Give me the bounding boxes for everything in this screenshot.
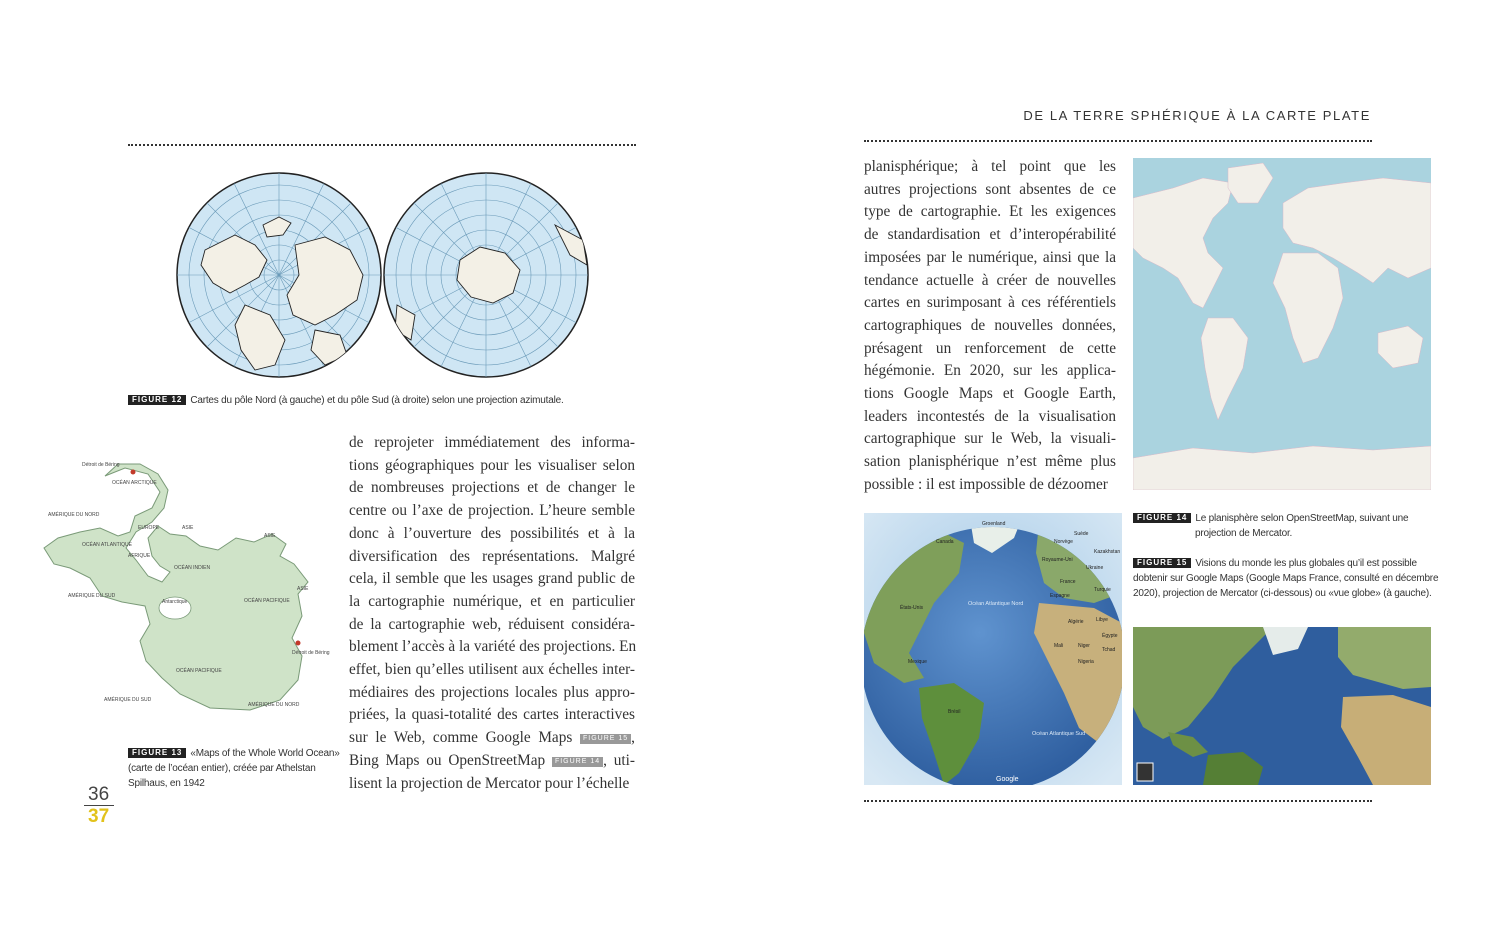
text-line: hégémonie. En 2020, sur les applica- <box>864 362 1116 380</box>
figure-13-caption-line-1: «Maps of the Whole World Ocean» <box>190 748 340 759</box>
label-bering-bottom: Détroit de Béring <box>292 650 330 656</box>
globe-label-turquie: Turquie <box>1094 587 1111 593</box>
label-amerique-sud-1: AMÉRIQUE DU SUD <box>68 593 116 599</box>
text-line: cela, il semble que les usages grand public de <box>349 570 635 588</box>
globe-label-nigeria: Nigeria <box>1078 659 1094 665</box>
osm-antarctica <box>1133 446 1431 490</box>
globe-label-canada: Canada <box>936 539 954 545</box>
label-ocean-arctique: OCÉAN ARCTIQUE <box>112 480 157 486</box>
label-asie-1: ASIE <box>182 525 194 531</box>
text-line: présagent un renforcement de cette <box>864 339 1116 357</box>
figure-15-caption <box>1133 556 1439 601</box>
figure-12-polar-maps <box>175 165 595 385</box>
figure-13-caption <box>128 746 340 791</box>
text-line: de la cartographie web, réduisent considéra- <box>349 615 635 633</box>
globe-label-egypte: Égypte <box>1102 633 1118 639</box>
text-line: leaders incontestés de la visualisation <box>864 407 1116 425</box>
text-line: autres projections sont absentes de ce <box>864 180 1116 198</box>
text-line: sation planisphérique n’est même plus <box>864 453 1116 471</box>
globe-label-suede: Suède <box>1074 531 1089 537</box>
figure-13-caption-line-2: (carte de l’océan entier), créée par Athelstan <box>128 763 316 774</box>
text-line: planisphérique; à tel point que les <box>864 158 1116 175</box>
text-line: de nombreuses projections et de changer le <box>349 479 635 497</box>
bottom-rule-right <box>864 800 1372 802</box>
text-line: de standardisation et d’interopérabilité <box>864 226 1116 244</box>
figure-15-tag: FIGURE 15 <box>1133 558 1191 568</box>
figure-14-ref: FIGURE 14 <box>552 757 603 767</box>
text-line: diversification des représentations. Malgré <box>349 547 635 565</box>
text-line: type de cartographie. Et les exigences <box>864 203 1116 221</box>
text-segment: sur le Web, comme Google Maps <box>349 729 573 747</box>
label-ocean-indien: OCÉAN INDIEN <box>174 565 211 571</box>
text-line: lisent la projection de Mercator pour l’échelle <box>349 774 630 792</box>
text-segment: , uti- <box>603 751 635 769</box>
figure-12-caption-text: Cartes du pôle Nord (à gauche) et du pôle Sud (à droite) selon une projection azimutale. <box>190 395 564 406</box>
figure-15-globe-view <box>864 513 1122 785</box>
globe-label-ocean-sud: Océan Atlantique Sud <box>1032 731 1086 737</box>
label-europe: EUROPE <box>138 525 160 531</box>
label-ocean-pacifique-1: OCÉAN PACIFIQUE <box>244 598 290 604</box>
globe-label-ukraine: Ukraine <box>1086 565 1104 571</box>
text-line: priées, la quasi-totalité des cartes interactives <box>349 706 635 724</box>
text-line-with-figure-ref <box>349 750 635 773</box>
figure-13-spilhaus-map <box>40 456 330 726</box>
text-line: tions Google Maps et Google Earth, <box>864 385 1116 403</box>
right-body-text <box>864 156 1116 497</box>
text-line: cartographique sur le Web, la visuali- <box>864 430 1116 448</box>
figure-14-caption <box>1133 511 1433 541</box>
text-line: de reprojeter immédiatement des informa- <box>349 434 635 451</box>
label-amerique-nord-2: AMÉRIQUE DU NORD <box>248 702 300 708</box>
figure-14-caption-line-2: projection de Mercator. <box>1195 528 1293 539</box>
label-ocean-atlantique: OCÉAN ATLANTIQUE <box>82 542 132 548</box>
text-line: la cartographie numérique, et en particulier <box>349 592 635 610</box>
text-line: tendance actuelle à créer de nouvelles <box>864 271 1116 289</box>
text-line: cartographiques de nouvelles données, <box>864 316 1116 334</box>
label-bering-top: Détroit de Béring <box>82 462 120 468</box>
north-pole-map <box>175 165 383 385</box>
text-line: tions géographiques pour les visualiser selon <box>349 456 635 474</box>
bering-marker-bottom <box>296 641 301 646</box>
globe-label-mali: Mali <box>1054 643 1064 649</box>
left-body-text <box>349 432 635 795</box>
figure-14-osm-map <box>1133 158 1431 490</box>
text-line: cartes en surimposant à ces référentiels <box>864 294 1116 312</box>
figure-15-ref: FIGURE 15 <box>580 734 631 744</box>
globe-label-norvege: Norvège <box>1054 539 1073 545</box>
label-amerique-sud-2: AMÉRIQUE DU SUD <box>104 697 152 703</box>
globe-label-bresil: Brésil <box>948 709 961 715</box>
figure-15-mercator-view <box>1133 627 1431 785</box>
globe-label-etats-unis: États-Unis <box>900 605 924 611</box>
text-line: blement l’accès à la variété des projections. En <box>349 638 637 656</box>
globe-label-espagne: Espagne <box>1050 593 1070 599</box>
text-line: imposées par le numérique, ainsi que la <box>864 248 1116 266</box>
label-afrique: AFRIQUE <box>128 553 151 559</box>
figure-12-caption <box>128 393 564 408</box>
figure-15-caption-line-3: 2020), projection de Mercator (ci-dessous) ou «vue globe» (à gauche). <box>1133 588 1432 599</box>
label-amerique-nord: AMÉRIQUE DU NORD <box>48 512 100 518</box>
page-number-right: 37 <box>88 806 110 827</box>
globe-label-france: France <box>1060 579 1076 585</box>
text-line-with-figure-ref: sur le Web, comme Google Maps FIGURE 15 , <box>349 729 635 747</box>
label-ocean-pacifique-2: OCÉAN PACIFIQUE <box>176 668 222 674</box>
figure-13-caption-line-3: Spilhaus, en 1942 <box>128 778 205 789</box>
globe-label-niger: Niger <box>1078 643 1090 649</box>
globe-label-kazakhstan: Kazakhstan <box>1094 549 1121 555</box>
figure-15-caption-line-2: dobtenir sur Google Maps (Google Maps France, consulté en décembre <box>1133 573 1439 584</box>
globe-label-royaume-uni: Royaume-Uni <box>1042 557 1073 563</box>
figure-14-caption-line-1: Le planisphère selon OpenStreetMap, suivant une <box>1195 513 1409 524</box>
google-logo: Google <box>996 776 1019 783</box>
text-line: donc à l’ouverture des possibilités et à la <box>349 524 635 542</box>
globe-label-libye: Libye <box>1096 617 1108 623</box>
globe-label-ocean-atlantique: Océan Atlantique Nord <box>968 601 1024 607</box>
top-rule-right <box>864 140 1372 142</box>
page-number-left: 36 <box>88 784 110 805</box>
text-line: effet, bien qu’elles utilisent aux échelles inter- <box>349 661 635 679</box>
figure-14-tag: FIGURE 14 <box>1133 513 1191 523</box>
figure-13-tag: FIGURE 13 <box>128 748 186 758</box>
text-line: possible : il est impossible de dézoomer <box>864 475 1108 493</box>
map-satellite-toggle[interactable] <box>1137 763 1153 781</box>
globe-label-mexique: Mexique <box>908 659 927 665</box>
top-rule-left <box>128 144 636 146</box>
globe-label-algerie: Algérie <box>1068 619 1084 625</box>
text-line: centre ou l’axe de projection. L’heure semble <box>349 502 635 520</box>
running-header: DE LA TERRE SPHÉRIQUE À LA CARTE PLATE <box>1023 108 1371 123</box>
text-line: médiaires des projections locales plus appro- <box>349 683 635 701</box>
globe-label-groenland: Groenland <box>982 521 1006 527</box>
label-asie-2: ASIE <box>264 533 276 539</box>
label-antarctique: Antarctique <box>162 599 188 605</box>
south-pole-map <box>382 165 590 385</box>
label-asie-3: ASIE <box>297 586 309 592</box>
figure-15-caption-line-1: Visions du monde les plus globales qu’il est possible <box>1195 558 1417 569</box>
text-segment: Bing Maps ou OpenStreetMap <box>349 751 546 769</box>
bering-marker-top <box>131 470 136 475</box>
figure-12-tag: FIGURE 12 <box>128 395 186 405</box>
globe-label-tchad: Tchad <box>1102 647 1116 653</box>
